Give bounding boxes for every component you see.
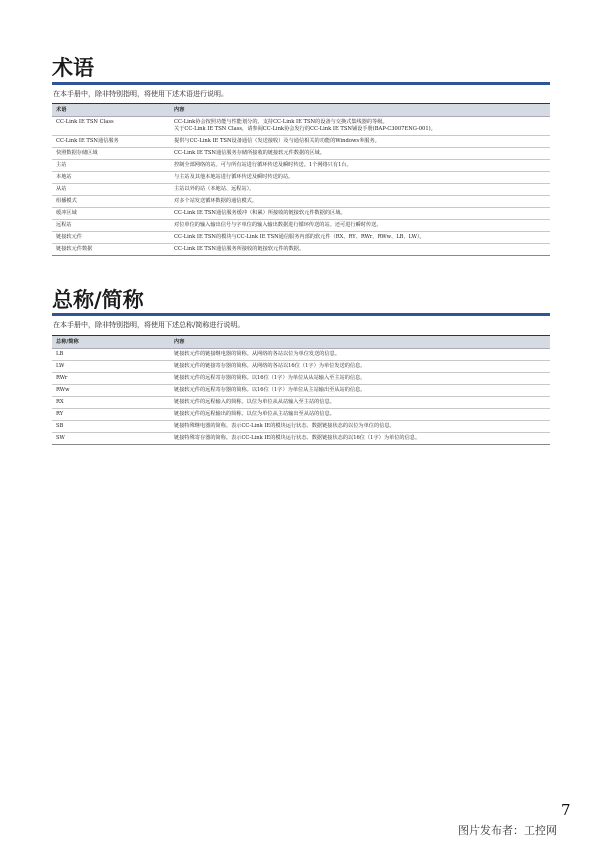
table-row <box>52 184 550 196</box>
table-row <box>52 117 550 136</box>
table-row <box>52 172 550 184</box>
content-cell: 提供与CC-Link IE TSN设备通信（发送接收）及与通信相关的功能的Windows®服务。 <box>170 136 550 148</box>
term-cell: CC-Link IE TSN Class <box>52 117 170 136</box>
abbrev-rule <box>52 313 550 316</box>
abbrev-cell: SW <box>52 433 170 445</box>
table-row <box>52 244 550 256</box>
table-row <box>52 160 550 172</box>
abbrev-cell: RX <box>52 397 170 409</box>
page-number: 7 <box>561 801 571 819</box>
abbrev-header-content: 内容 <box>170 336 550 349</box>
terms-intro: 在本手册中，除非特别指明，将使用下述术语进行说明。 <box>53 90 228 98</box>
content-cell: 主站以外的站（本地站、远程站）。 <box>170 184 550 196</box>
content-cell: CC-Link IE TSN的模块与CC-Link IE TSN通信服务内部的软元件（RX、RY、RWr、RWw、LB、LW）。 <box>170 232 550 244</box>
content-cell <box>170 117 550 136</box>
table-row <box>52 220 550 232</box>
table-row <box>52 136 550 148</box>
abbrev-cell: RWw <box>52 385 170 397</box>
content-cell: 链接特殊寄存器的简称。表示CC-Link IE的模块运行状态、数据链接状态的以16位（1字）为单位的信息。 <box>170 433 550 445</box>
table-row <box>52 196 550 208</box>
content-cell: 链接软元件的链接继电器的简称。从网络的各站以位为单位发送的信息。 <box>170 349 550 361</box>
terms-header-content: 内容 <box>170 104 550 117</box>
abbrev-cell: LB <box>52 349 170 361</box>
terms-title: 术语 <box>52 56 94 80</box>
content-cell: CC-Link IE TSN通信服务缓冲（积累）所接收的链接软元件数据的区域。 <box>170 208 550 220</box>
table-row <box>52 208 550 220</box>
table-row <box>52 397 550 409</box>
term-cell: 组播模式 <box>52 196 170 208</box>
table-row <box>52 421 550 433</box>
abbrev-cell: RY <box>52 409 170 421</box>
table-row <box>52 232 550 244</box>
content-cell: 对位单位的输入输出信号与字单位的输入输出数据进行循环传送的站。还可进行瞬时传送。 <box>170 220 550 232</box>
content-line: CC-Link协会按照功能与性能划分的、支持CC-Link IE TSN的设备与交换式集线器的等级。 <box>174 119 388 125</box>
content-line: 关于CC-Link IE TSN Class，请参阅CC-Link协会发行的CC-Link IE TSN铺设手册(BAP-C3007ENG-001)。 <box>174 126 436 132</box>
term-cell: 链接软元件 <box>52 232 170 244</box>
terms-rule <box>52 82 550 85</box>
content-cell: 与主站及其他本地站进行循环传送及瞬时传送的站。 <box>170 172 550 184</box>
table-row <box>52 349 550 361</box>
abbrev-intro: 在本手册中，除非特别指明，将使用下述总称/简称进行说明。 <box>53 321 245 329</box>
abbrev-cell: LW <box>52 361 170 373</box>
term-cell: CC-Link IE TSN通信服务 <box>52 136 170 148</box>
publisher-watermark: 图片发布者：工控网 <box>458 824 557 837</box>
content-cell: 对多个站发送循环数据的通信模式。 <box>170 196 550 208</box>
content-cell: 链接软元件的远程输出的简称。以位为单位从主站输出至从站的信息。 <box>170 409 550 421</box>
terms-table <box>52 103 550 256</box>
abbrev-table <box>52 335 550 445</box>
term-cell: 从站 <box>52 184 170 196</box>
table-row <box>52 433 550 445</box>
table-row <box>52 385 550 397</box>
table-row <box>52 373 550 385</box>
content-cell: 控制全部网络的站。可与所有站进行循环传送及瞬时传送。1个网络只有1台。 <box>170 160 550 172</box>
table-row <box>52 409 550 421</box>
terms-table-header <box>52 104 550 117</box>
content-cell: 链接软元件的链接寄存器的简称。从网络的各站以16位（1字）为单位发送的信息。 <box>170 361 550 373</box>
content-cell: 链接特殊继电器的简称。表示CC-Link IE的模块运行状态、数据链接状态的以位为单位的信息。 <box>170 421 550 433</box>
term-cell: 快照数据存储区域 <box>52 148 170 160</box>
abbrev-table-header <box>52 336 550 349</box>
term-cell: 缓冲区域 <box>52 208 170 220</box>
term-cell: 远程站 <box>52 220 170 232</box>
abbrev-header-term: 总称/简称 <box>52 336 170 349</box>
content-cell: 链接软元件的远程寄存器的简称。以16位（1字）为单位从从站输入至主站的信息。 <box>170 373 550 385</box>
abbrev-cell: SB <box>52 421 170 433</box>
terms-header-term: 术语 <box>52 104 170 117</box>
table-row <box>52 148 550 160</box>
content-cell: 链接软元件的远程输入的简称。以位为单位从从站输入至主站的信息。 <box>170 397 550 409</box>
content-cell: CC-Link IE TSN通信服务存储所接收的链接软元件数据的区域。 <box>170 148 550 160</box>
content-cell: CC-Link IE TSN通信服务所接收的链接软元件的数据。 <box>170 244 550 256</box>
term-cell: 本地站 <box>52 172 170 184</box>
table-row <box>52 361 550 373</box>
abbrev-title: 总称/简称 <box>52 288 144 312</box>
term-cell: 链接软元件数据 <box>52 244 170 256</box>
abbrev-cell: RWr <box>52 373 170 385</box>
term-cell: 主站 <box>52 160 170 172</box>
content-cell: 链接软元件的远程寄存器的简称。以16位（1字）为单位从主站输出至从站的信息。 <box>170 385 550 397</box>
